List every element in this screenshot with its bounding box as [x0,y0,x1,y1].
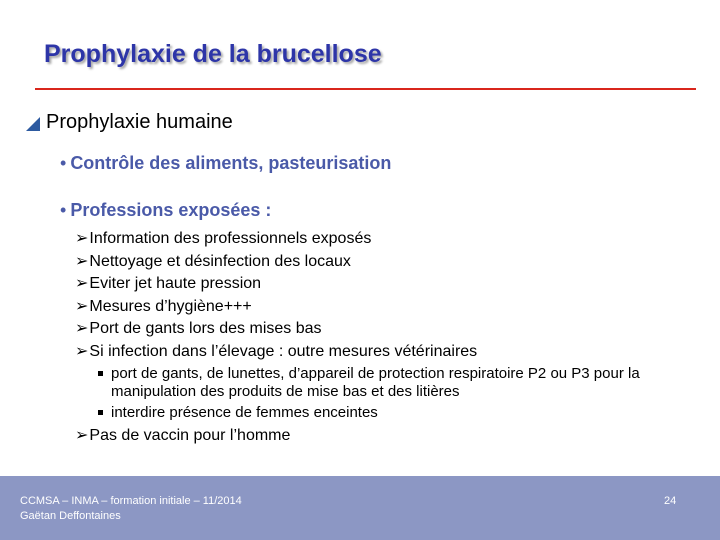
arrow-bullet-icon: ➢ [75,427,89,444]
footer-line-2: Gaëtan Deffontaines [20,510,121,522]
heading-prophylaxie-humaine [26,111,233,134]
list-item [75,296,701,319]
list-item [75,228,701,251]
list-item-text: Si infection dans l’élevage : outre mesures vétérinaires [89,342,478,360]
dot-bullet-icon: • [60,153,67,173]
list-item-text: Mesures d’hygiène+++ [89,297,252,315]
arrow-bullet-icon: ➢ [75,297,89,315]
arrow-bullet-icon: ➢ [75,230,89,247]
arrow-bullet-icon: ➢ [75,252,89,270]
list-item [75,425,701,448]
arrow-bullet-icon: ➢ [75,275,89,292]
list-item [75,251,701,274]
list-item-text: Port de gants lors des mises bas [89,320,322,337]
sub-item-text: Contrôle des aliments, pasteurisation [70,153,392,173]
arrow-bullet-icon: ➢ [75,342,89,360]
triangle-bullet-icon [26,117,40,131]
list-item [75,341,701,364]
dot-bullet-icon: • [60,200,67,220]
square-bullet-icon [98,410,103,415]
square-item-text: interdire présence de femmes enceintes [111,404,378,421]
sub-item-aliments [60,153,391,174]
heading-text: Prophylaxie humaine [46,111,233,133]
sub-item-professions [60,200,271,221]
list-item-text: Pas de vaccin pour l’homme [89,427,291,444]
arrow-bullet-icon: ➢ [75,320,89,337]
list-item-text: Nettoyage et désinfection des locaux [89,252,351,270]
list-item [75,318,701,341]
slide-title: Prophylaxie de la brucellose [44,40,382,68]
page-number: 24 [664,495,677,507]
list-item [75,273,701,296]
square-list-item [75,365,701,401]
list-item-text: Information des professionnels exposés [89,230,372,247]
title-divider [35,88,696,90]
square-list-item [75,404,701,422]
footer-credits [20,494,242,524]
list-item-text: Eviter jet haute pression [89,275,262,292]
footer-line-1: CCMSA – INMA – formation initiale – 11/2014 [20,495,242,507]
square-item-text: port de gants, de lunettes, d’appareil de protection respiratoire P2 ou P3 pour la manipulation des produits de mise bas et des litières [111,365,640,400]
square-bullet-icon [98,371,103,376]
sub-item-text: Professions exposées : [70,200,272,220]
arrow-list [75,228,701,448]
